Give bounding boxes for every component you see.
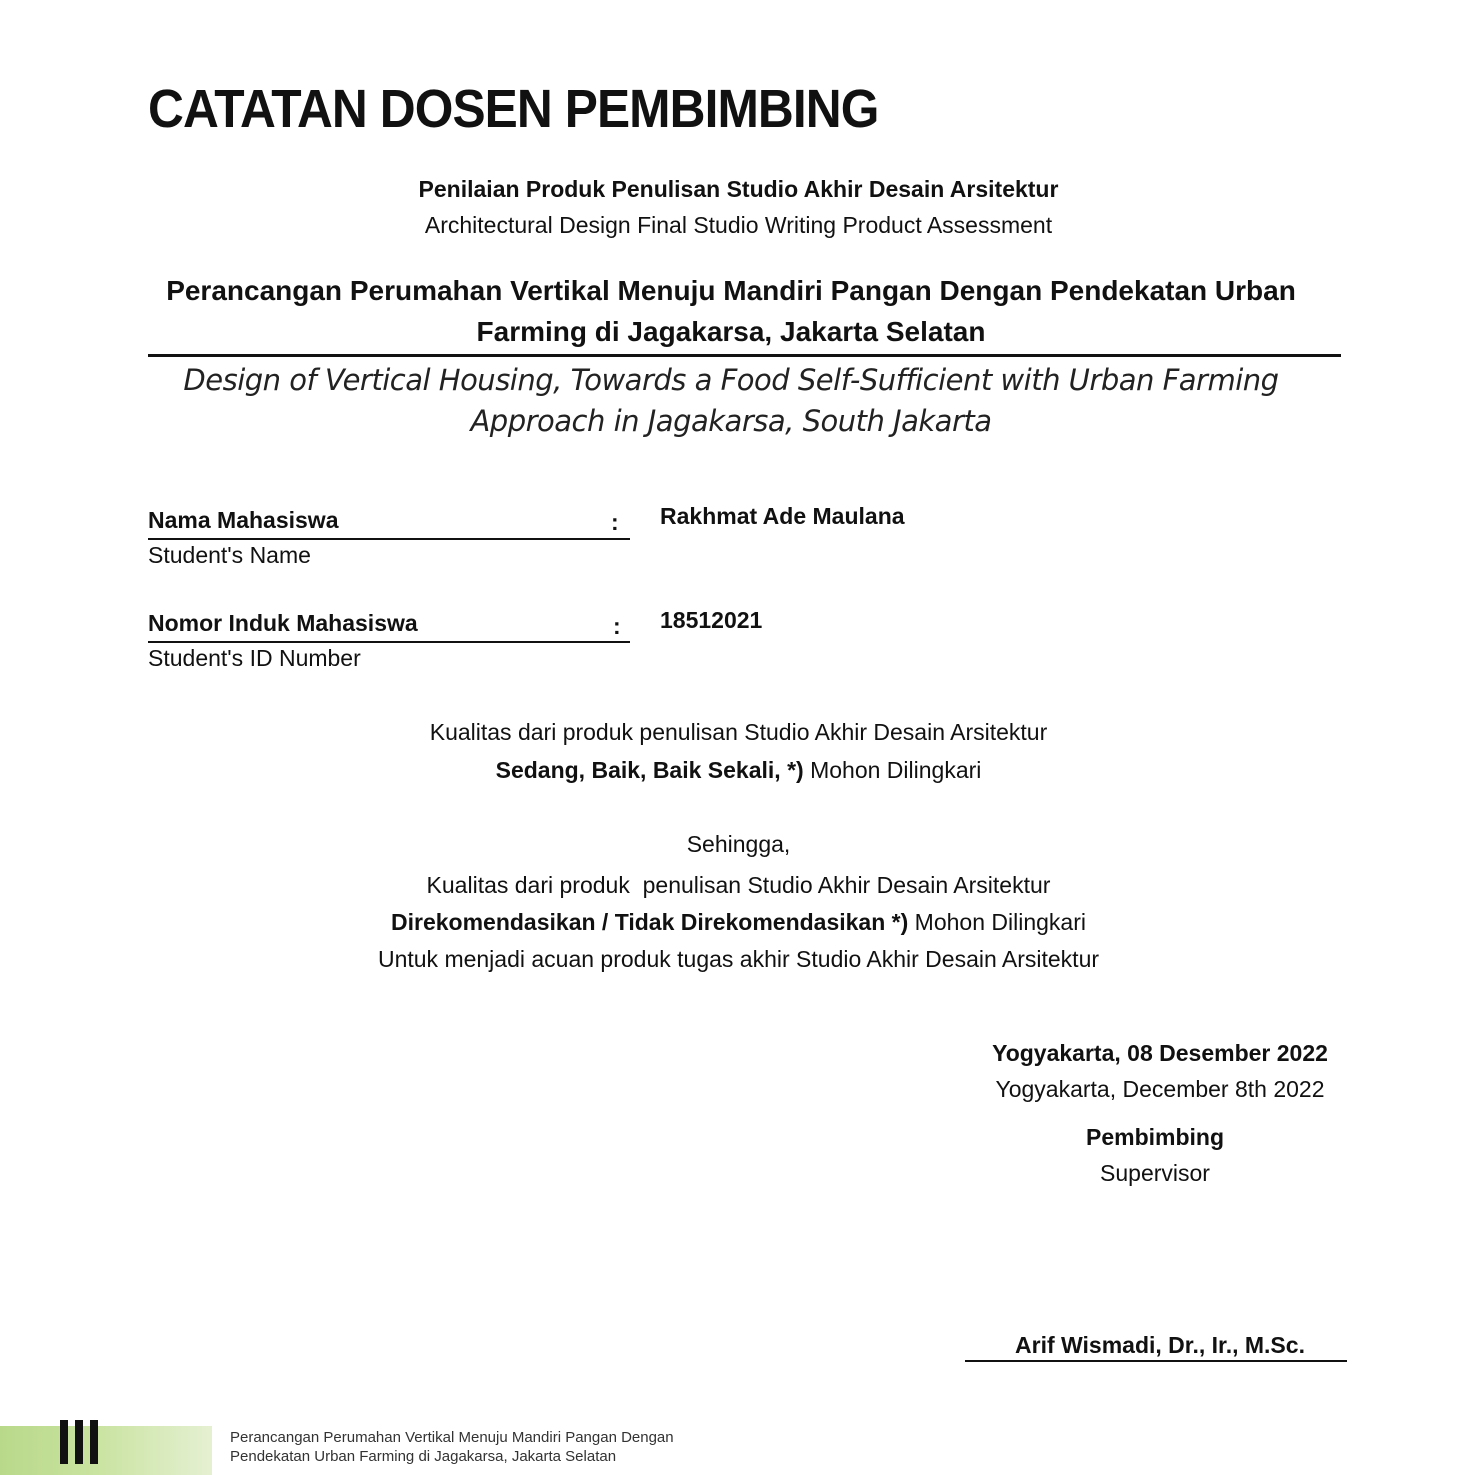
recommendation-options [148,909,1329,936]
footer-running-title [230,1428,674,1466]
quality-options [148,757,1329,784]
student-name-colon: : [611,509,619,535]
student-name-label: Nama Mahasiswa [148,507,339,533]
recommendation-statement: Kualitas dari produk penulisan Studio Akhir Desain Arsitektur [426,872,1051,898]
student-name-rule [148,538,630,540]
recommendation-purpose: Untuk menjadi acuan produk tugas akhir Studio Akhir Desain Arsitektur [377,946,1100,972]
roman-stroke-2 [75,1420,83,1464]
student-id-sublabel: Student's ID Number [148,645,361,671]
quality-options-choices: Sedang, Baik, Baik Sekali, *) [495,757,804,783]
subtitle-indonesian: Penilaian Produk Penulisan Studio Akhir Desain Arsitektur [418,176,1059,202]
student-name-value: Rakhmat Ade Maulana [660,503,905,529]
page-number-roman [58,1418,100,1466]
footer-line-2: Pendekatan Urban Farming di Jagakarsa, Jakarta Selatan [230,1448,617,1465]
quality-statement: Kualitas dari produk penulisan Studio Akhir Desain Arsitektur [429,719,1048,745]
quality-options-instruction: Mohon Dilingkari [803,757,982,783]
signature-date-indonesian: Yogyakarta, 08 Desember 2022 [992,1040,1328,1066]
signature-date-english: Yogyakarta, December 8th 2022 [995,1076,1325,1102]
roman-stroke-3 [90,1420,98,1464]
recommendation-options-choices: Direkomendasikan / Tidak Direkomendasikan *) [391,909,909,935]
student-name-sublabel: Student's Name [148,542,311,568]
signature-role-english: Supervisor [1100,1160,1210,1186]
supervisor-name: Arif Wismadi, Dr., Ir., M.Sc. [1015,1332,1305,1358]
title-divider [148,354,1341,357]
footer-line-1: Perancangan Perumahan Vertikal Menuju Mandiri Pangan Dengan [230,1429,674,1446]
signature-line [965,1360,1347,1362]
page-heading: CATATAN DOSEN PEMBIMBING [148,79,879,139]
roman-stroke-1 [60,1420,68,1464]
subtitle-english: Architectural Design Final Studio Writing Product Assessment [424,212,1053,238]
recommendation-intro: Sehingga, [686,831,791,857]
signature-role-indonesian: Pembimbing [1085,1124,1224,1150]
student-id-colon: : [613,613,621,639]
recommendation-options-instruction: Mohon Dilingkari [908,909,1086,935]
student-id-value: 18512021 [660,607,763,633]
student-id-rule [148,641,630,643]
project-title-english: Design of Vertical Housing, Towards a Food Self-Sufficient with Urban Farming Approach in Jagakarsa, South Jakarta [183,363,1279,438]
footer-color-band [0,1426,212,1475]
project-title-indonesian: Perancangan Perumahan Vertikal Menuju Mandiri Pangan Dengan Pendekatan Urban Farming di Jagakarsa, Jakarta Selatan [166,275,1296,347]
student-id-label: Nomor Induk Mahasiswa [148,610,418,636]
